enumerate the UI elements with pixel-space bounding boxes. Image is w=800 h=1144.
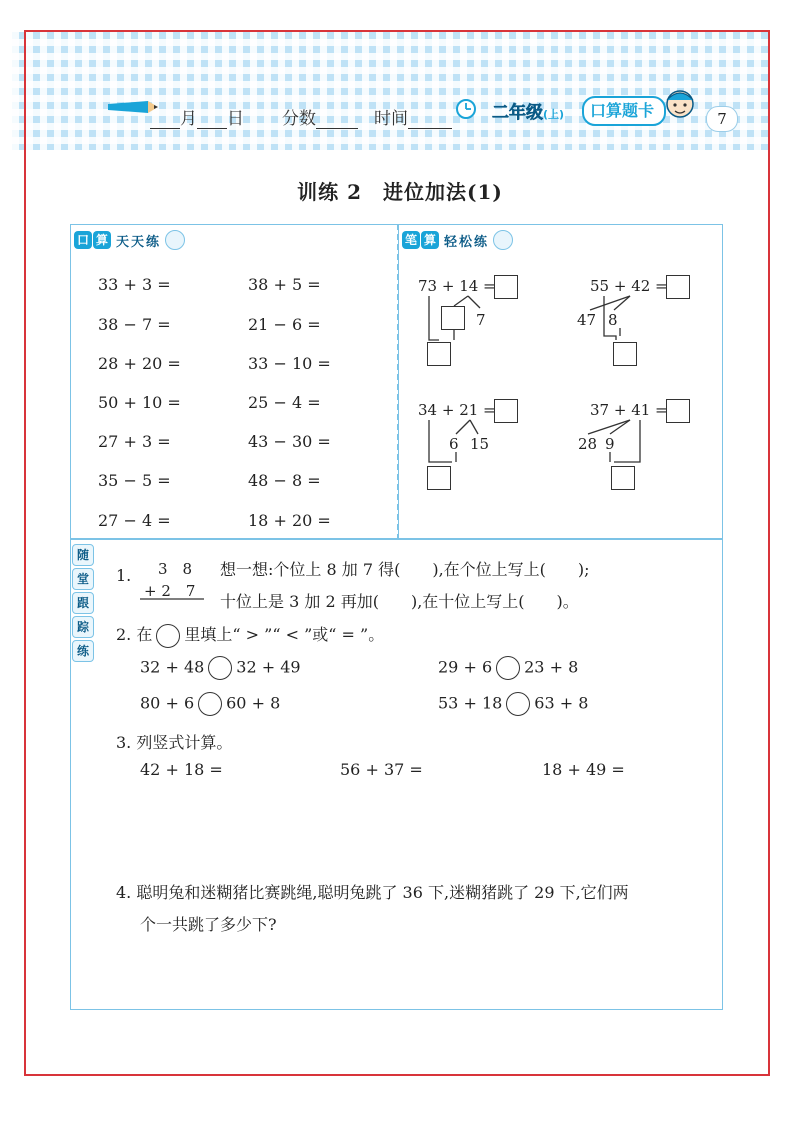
panel-divider-vertical	[397, 224, 399, 540]
bubble-icon	[493, 230, 513, 250]
split-number: 47	[577, 311, 597, 329]
vertical-calc-item: 42 + 18 =	[140, 760, 223, 779]
compare-pair: 32 + 48 32 + 49	[140, 656, 301, 680]
written-expression: 55 + 42 =	[590, 277, 668, 295]
q1-line-1: 想一想:个位上 8 加 7 得( ),在个位上写上( );	[220, 560, 590, 579]
oral-section-tab: 口 算 天天练	[74, 230, 185, 250]
answer-box[interactable]	[666, 275, 690, 299]
written-expression: 73 + 14 =	[418, 277, 496, 295]
book-badge: 口算题卡	[582, 96, 666, 126]
oral-equation: 38 − 7 =	[98, 315, 171, 334]
practice-section-tab: 随 堂 跟 踪 练	[72, 544, 94, 664]
panel-divider-horizontal	[70, 538, 723, 540]
grade-badge: 二年级(上)	[492, 103, 565, 123]
q1-line-2: 十位上是 3 加 2 再加( ),在十位上写上( )。	[220, 592, 579, 611]
answer-box[interactable]	[494, 275, 518, 299]
answer-box[interactable]	[666, 399, 690, 423]
split-number: 7	[476, 311, 486, 329]
q2-prompt: 2. 在 里填上“ > ”“ < ”或“ = ”。	[116, 622, 384, 648]
oral-panel	[70, 224, 399, 540]
q4-line-2: 个一共跳了多少下?	[140, 915, 277, 934]
page-number: 7	[706, 106, 738, 132]
compare-pair: 29 + 6 23 + 8	[438, 656, 578, 680]
answer-box[interactable]	[611, 466, 635, 490]
q4-line-1: 4. 聪明兔和迷糊猪比赛跳绳,聪明兔跳了 36 下,迷糊猪跳了 29 下,它们两	[116, 883, 629, 902]
answer-box[interactable]	[613, 342, 637, 366]
oral-equation: 33 − 10 =	[248, 354, 331, 373]
circle-icon	[156, 624, 180, 648]
answer-box[interactable]	[427, 342, 451, 366]
answer-box[interactable]	[441, 306, 465, 330]
split-number: 9	[605, 435, 615, 453]
vertical-calc-item: 18 + 49 =	[542, 760, 625, 779]
oral-equation: 48 − 8 =	[248, 471, 321, 490]
question-number: 1.	[116, 566, 132, 585]
compare-circle[interactable]	[506, 692, 530, 716]
compare-circle[interactable]	[496, 656, 520, 680]
written-expression: 37 + 41 =	[590, 401, 668, 419]
vertical-calc-item: 56 + 37 =	[340, 760, 423, 779]
oral-equation: 18 + 20 =	[248, 511, 331, 530]
split-number: 8	[608, 311, 618, 329]
compare-pair: 53 + 18 63 + 8	[438, 692, 588, 716]
compare-pair: 80 + 6 60 + 8	[140, 692, 280, 716]
date-field: 月 日	[150, 104, 244, 129]
clock-icon	[455, 98, 477, 120]
compare-circle[interactable]	[198, 692, 222, 716]
split-number: 15	[470, 435, 490, 453]
written-expression: 34 + 21 =	[418, 401, 496, 419]
q3-prompt: 3. 列竖式计算。	[116, 733, 233, 752]
score-field: 分数	[282, 104, 358, 129]
oral-equation: 21 − 6 =	[248, 315, 321, 334]
vertical-bottom-digits: + 2 7	[144, 582, 196, 600]
written-section-tab: 笔 算 轻松练	[402, 230, 513, 250]
time-field: 时间	[374, 104, 452, 129]
answer-box[interactable]	[494, 399, 518, 423]
oral-equation: 27 + 3 =	[98, 432, 171, 451]
oral-equation: 35 − 5 =	[98, 471, 171, 490]
oral-equation: 50 + 10 =	[98, 393, 181, 412]
oral-equation: 33 + 3 =	[98, 275, 171, 294]
bubble-icon	[165, 230, 185, 250]
compare-circle[interactable]	[208, 656, 232, 680]
mascot-icon	[660, 86, 700, 126]
oral-equation: 28 + 20 =	[98, 354, 181, 373]
oral-equation: 25 − 4 =	[248, 393, 321, 412]
vertical-top-digits: 3 8	[158, 560, 193, 578]
split-number: 28	[578, 435, 598, 453]
split-number: 6	[449, 435, 459, 453]
written-panel	[398, 224, 723, 540]
oral-equation: 43 − 30 =	[248, 432, 331, 451]
answer-box[interactable]	[427, 466, 451, 490]
oral-equation: 38 + 5 =	[248, 275, 321, 294]
oral-equation: 27 − 4 =	[98, 511, 171, 530]
page-title: 训练 2 进位加法(1)	[297, 180, 503, 204]
